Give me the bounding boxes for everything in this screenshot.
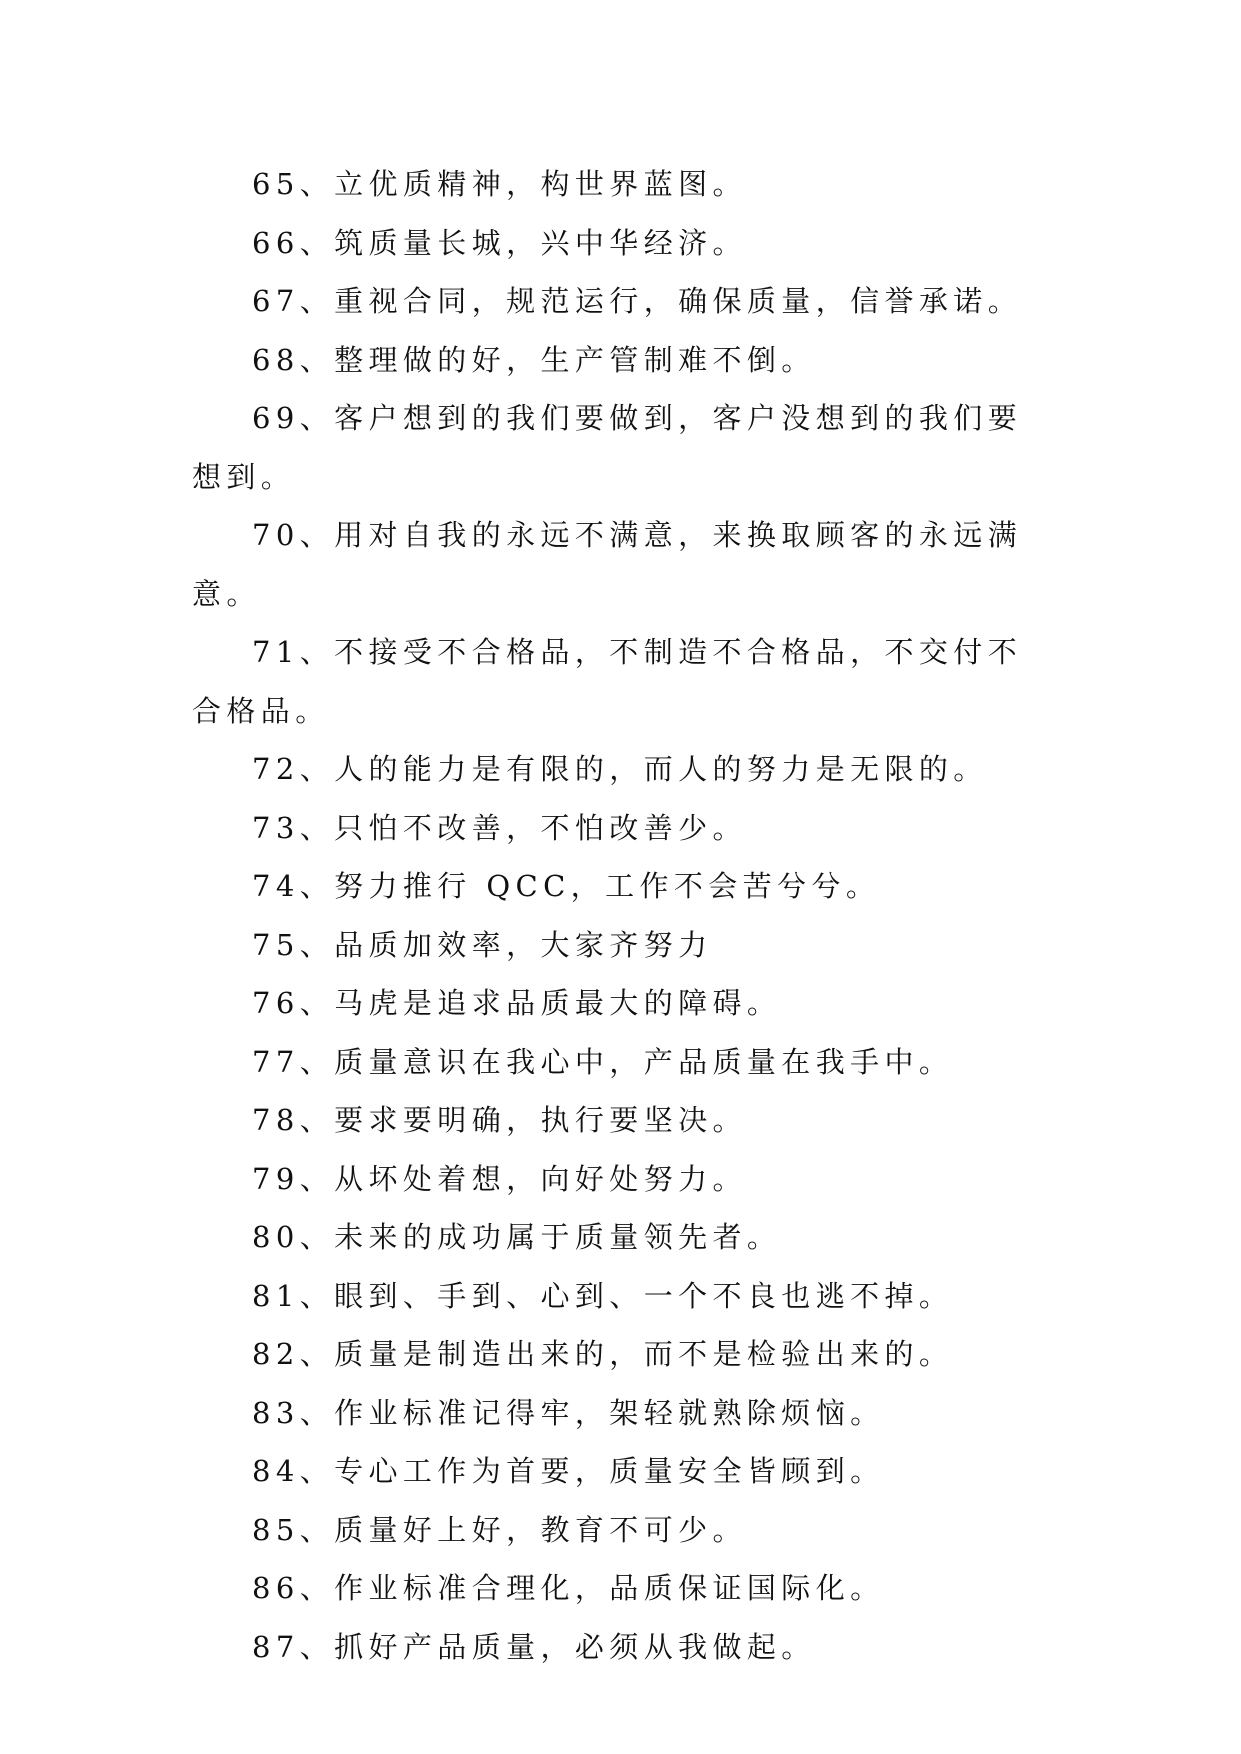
slogan-item: 65、立优质精神，构世界蓝图。 xyxy=(252,167,747,201)
slogan-item: 66、筑质量长城，兴中华经济。 xyxy=(252,225,747,260)
slogan-item: 73、只怕不改善，不怕改善少。 xyxy=(252,810,747,845)
slogan-item: 81、眼到、手到、心到、一个不良也逃不掉。 xyxy=(252,1278,954,1313)
slogan-item: 67、重视合同，规范运行，确保质量，信誉承诺。 xyxy=(252,284,1023,318)
slogan-item: 86、作业标准合理化，品质保证国际化。 xyxy=(252,1571,885,1605)
slogan-item: 84、专心工作为首要，质量安全皆顾到。 xyxy=(252,1454,885,1488)
slogan-item: 82、质量是制造出来的，而不是检验出来的。 xyxy=(252,1337,954,1371)
slogan-item: 72、人的能力是有限的，而人的努力是无限的。 xyxy=(252,752,988,786)
slogan-item: 69、客户想到的我们要做到，客户没想到的我们要想到。 xyxy=(192,401,1023,494)
slogan-item: 70、用对自我的永远不满意，来换取顾客的永远满意。 xyxy=(192,518,1023,611)
slogan-item: 74、努力推行 QCC，工作不会苦兮兮。 xyxy=(252,869,881,903)
slogan-item: 76、马虎是追求品质最大的障碍。 xyxy=(252,986,782,1020)
slogan-item: 83、作业标准记得牢，架轻就熟除烦恼。 xyxy=(252,1395,885,1430)
slogan-list xyxy=(192,155,1052,1676)
slogan-item: 77、质量意识在我心中，产品质量在我手中。 xyxy=(252,1044,954,1079)
slogan-item: 71、不接受不合格品，不制造不合格品，不交付不合格品。 xyxy=(192,635,1023,728)
slogan-item: 85、质量好上好，教育不可少。 xyxy=(252,1512,747,1547)
slogan-item: 80、未来的成功属于质量领先者。 xyxy=(252,1220,782,1254)
slogan-item: 79、从坏处着想，向好处努力。 xyxy=(252,1161,747,1196)
slogan-item: 75、品质加效率，大家齐努力 xyxy=(252,927,713,962)
slogan-item: 87、抓好产品质量，必须从我做起。 xyxy=(252,1629,816,1664)
slogan-item: 68、整理做的好，生产管制难不倒。 xyxy=(252,342,816,377)
slogan-item: 78、要求要明确，执行要坚决。 xyxy=(252,1103,747,1137)
